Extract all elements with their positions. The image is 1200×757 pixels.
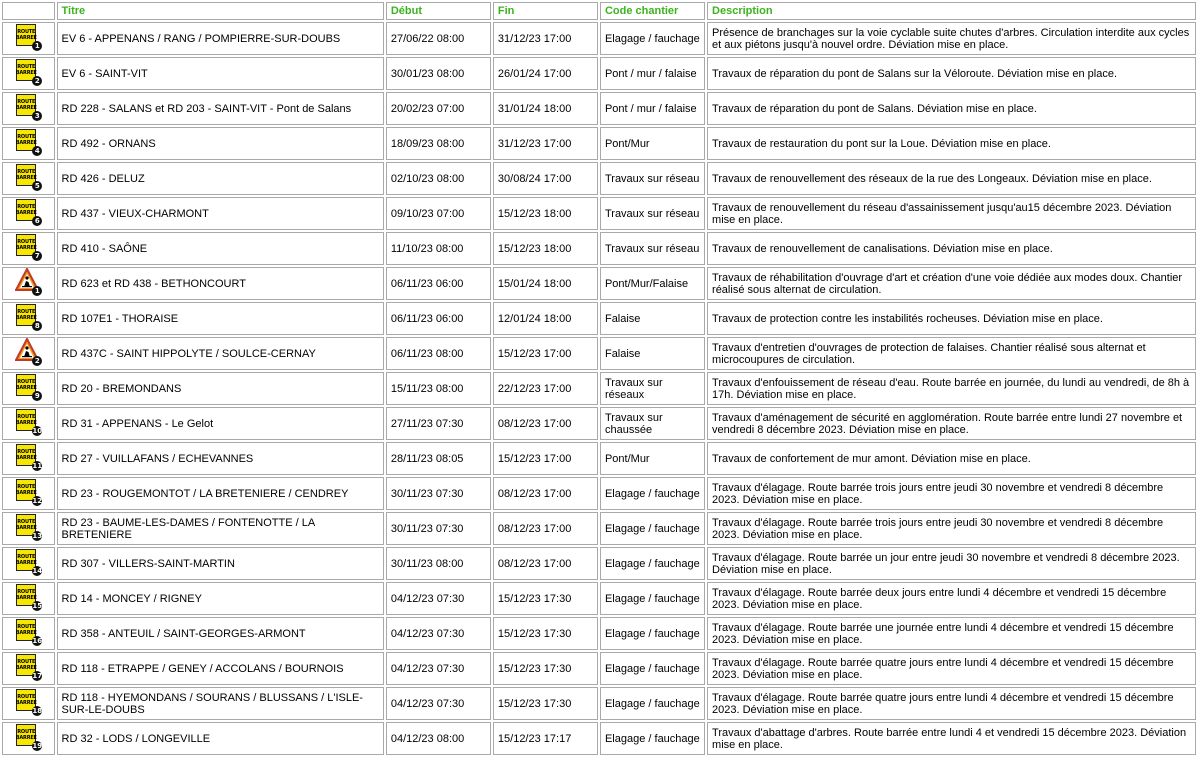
cell-code-chantier: Pont / mur / falaise bbox=[600, 57, 705, 90]
cell-titre: RD 307 - VILLERS-SAINT-MARTIN bbox=[57, 547, 384, 580]
icon-number-badge: 2 bbox=[32, 356, 42, 366]
cell-fin: 15/01/24 18:00 bbox=[493, 267, 598, 300]
cell-debut: 06/11/23 08:00 bbox=[386, 337, 491, 370]
route-barree-text-line2: BARREE bbox=[15, 245, 37, 251]
cell-description: Travaux de confortement de mur amont. Déviation mise en place. bbox=[707, 442, 1196, 475]
route-barree-icon[interactable] bbox=[14, 163, 42, 191]
route-barree-text-line1: ROUTE bbox=[17, 484, 36, 490]
route-barree-text-line2: BARREE bbox=[15, 700, 37, 706]
cell-code-chantier: Pont/Mur bbox=[600, 127, 705, 160]
route-barree-icon[interactable] bbox=[14, 653, 42, 681]
cell-fin: 26/01/24 17:00 bbox=[493, 57, 598, 90]
row-icon-cell[interactable] bbox=[2, 442, 55, 475]
cell-titre: EV 6 - SAINT-VIT bbox=[57, 57, 384, 90]
cell-debut: 28/11/23 08:05 bbox=[386, 442, 491, 475]
row-icon-cell[interactable] bbox=[2, 162, 55, 195]
cell-debut: 15/11/23 08:00 bbox=[386, 372, 491, 405]
cell-description: Travaux de réparation du pont de Salans sur la Véloroute. Déviation mise en place. bbox=[707, 57, 1196, 90]
cell-debut: 09/10/23 07:00 bbox=[386, 197, 491, 230]
cell-debut: 06/11/23 06:00 bbox=[386, 267, 491, 300]
icon-number-badge: 2 bbox=[32, 76, 42, 86]
route-barree-text-line1: ROUTE bbox=[17, 554, 36, 560]
table-row bbox=[2, 267, 1196, 300]
cell-code-chantier: Travaux sur réseaux bbox=[600, 372, 705, 405]
route-barree-text-line1: ROUTE bbox=[17, 309, 36, 315]
cell-debut: 30/01/23 08:00 bbox=[386, 57, 491, 90]
cell-description: Travaux d'élagage. Route barrée un jour entre jeudi 30 novembre et vendredi 8 décembre 2023. Déviation mise en place. bbox=[707, 547, 1196, 580]
route-barree-text-line2: BARREE bbox=[15, 35, 37, 41]
cell-code-chantier: Elagage / fauchage bbox=[600, 652, 705, 685]
cell-fin: 31/01/24 18:00 bbox=[493, 92, 598, 125]
row-icon-cell[interactable] bbox=[2, 512, 55, 545]
cell-titre: RD 23 - ROUGEMONTOT / LA BRETENIERE / CENDREY bbox=[57, 477, 384, 510]
route-barree-text-line2: BARREE bbox=[15, 490, 37, 496]
cell-titre: RD 118 - ETRAPPE / GENEY / ACCOLANS / BOURNOIS bbox=[57, 652, 384, 685]
cell-code-chantier: Pont / mur / falaise bbox=[600, 92, 705, 125]
cell-description: Travaux d'élagage. Route barrée trois jours entre jeudi 30 novembre et vendredi 8 décembre 2023. Déviation mise en place. bbox=[707, 512, 1196, 545]
table-row bbox=[2, 372, 1196, 405]
icon-number-badge: 4 bbox=[32, 146, 42, 156]
cell-code-chantier: Elagage / fauchage bbox=[600, 22, 705, 55]
cell-debut: 27/06/22 08:00 bbox=[386, 22, 491, 55]
cell-code-chantier: Travaux sur réseau bbox=[600, 162, 705, 195]
route-barree-text-line1: ROUTE bbox=[17, 204, 36, 210]
icon-number-badge: 12 bbox=[32, 497, 43, 505]
route-barree-icon[interactable] bbox=[14, 548, 42, 576]
route-barree-text-line2: BARREE bbox=[15, 455, 37, 461]
icon-number-badge: 15 bbox=[32, 602, 43, 610]
row-icon-cell[interactable] bbox=[2, 407, 55, 440]
cell-description: Travaux de protection contre les instabilités rocheuses. Déviation mise en place. bbox=[707, 302, 1196, 335]
cell-code-chantier: Elagage / fauchage bbox=[600, 477, 705, 510]
cell-debut: 04/12/23 08:00 bbox=[386, 722, 491, 755]
table-row bbox=[2, 617, 1196, 650]
table-header-row bbox=[2, 2, 1196, 20]
route-barree-text-line1: ROUTE bbox=[17, 589, 36, 595]
cell-fin: 15/12/23 17:30 bbox=[493, 617, 598, 650]
cell-fin: 15/12/23 18:00 bbox=[493, 232, 598, 265]
cell-description: Travaux de réparation du pont de Salans. Déviation mise en place. bbox=[707, 92, 1196, 125]
table-row bbox=[2, 92, 1196, 125]
cell-code-chantier: Elagage / fauchage bbox=[600, 617, 705, 650]
row-icon-cell[interactable] bbox=[2, 267, 55, 300]
row-icon-cell[interactable] bbox=[2, 617, 55, 650]
cell-fin: 15/12/23 18:00 bbox=[493, 197, 598, 230]
cell-description: Travaux de renouvellement de canalisations. Déviation mise en place. bbox=[707, 232, 1196, 265]
cell-titre: RD 31 - APPENANS - Le Gelot bbox=[57, 407, 384, 440]
table-row bbox=[2, 512, 1196, 545]
icon-number-badge: 5 bbox=[32, 181, 42, 191]
cell-debut: 04/12/23 07:30 bbox=[386, 687, 491, 720]
route-barree-icon[interactable] bbox=[14, 233, 42, 261]
row-icon-cell[interactable] bbox=[2, 652, 55, 685]
cell-fin: 15/12/23 17:30 bbox=[493, 652, 598, 685]
cell-fin: 15/12/23 17:17 bbox=[493, 722, 598, 755]
cell-fin: 15/12/23 17:00 bbox=[493, 442, 598, 475]
route-barree-text-line1: ROUTE bbox=[17, 519, 36, 525]
route-barree-text-line1: ROUTE bbox=[17, 694, 36, 700]
cell-description: Travaux d'élagage. Route barrée quatre jours entre lundi 4 décembre et vendredi 15 décembre 2023. Déviation mise en place. bbox=[707, 652, 1196, 685]
cell-code-chantier: Elagage / fauchage bbox=[600, 722, 705, 755]
table-row bbox=[2, 232, 1196, 265]
cell-description: Travaux d'élagage. Route barrée quatre jours entre lundi 4 décembre et vendredi 15 décembre 2023. Déviation mise en place. bbox=[707, 687, 1196, 720]
icon-number-badge: 1 bbox=[32, 41, 42, 51]
cell-titre: RD 358 - ANTEUIL / SAINT-GEORGES-ARMONT bbox=[57, 617, 384, 650]
cell-titre: RD 623 et RD 438 - BETHONCOURT bbox=[57, 267, 384, 300]
cell-code-chantier: Elagage / fauchage bbox=[600, 512, 705, 545]
route-barree-text-line2: BARREE bbox=[15, 665, 37, 671]
route-barree-icon[interactable] bbox=[14, 688, 42, 716]
cell-description: Travaux d'élagage. Route barrée trois jours entre jeudi 30 novembre et vendredi 8 décembre 2023. Déviation mise en place. bbox=[707, 477, 1196, 510]
cell-description: Travaux de renouvellement des réseaux de la rue des Longeaux. Déviation mise en place. bbox=[707, 162, 1196, 195]
icon-number-badge: 16 bbox=[32, 637, 43, 645]
cell-titre: RD 437C - SAINT HIPPOLYTE / SOULCE-CERNAY bbox=[57, 337, 384, 370]
cell-debut: 18/09/23 08:00 bbox=[386, 127, 491, 160]
icon-number-badge: 1 bbox=[32, 286, 42, 296]
cell-titre: RD 492 - ORNANS bbox=[57, 127, 384, 160]
route-barree-text-line1: ROUTE bbox=[17, 99, 36, 105]
row-icon-cell[interactable] bbox=[2, 232, 55, 265]
cell-debut: 30/11/23 07:30 bbox=[386, 512, 491, 545]
cell-fin: 08/12/23 17:00 bbox=[493, 512, 598, 545]
cell-fin: 31/12/23 17:00 bbox=[493, 127, 598, 160]
icon-number-badge: 10 bbox=[32, 427, 43, 435]
cell-titre: RD 107E1 - THORAISE bbox=[57, 302, 384, 335]
cell-code-chantier: Elagage / fauchage bbox=[600, 687, 705, 720]
table-row bbox=[2, 302, 1196, 335]
route-barree-icon[interactable] bbox=[14, 128, 42, 156]
route-barree-text-line1: ROUTE bbox=[17, 729, 36, 735]
route-barree-icon[interactable] bbox=[14, 723, 42, 751]
header-description: Description bbox=[707, 2, 1196, 20]
route-barree-icon[interactable] bbox=[14, 618, 42, 646]
row-icon-cell[interactable] bbox=[2, 92, 55, 125]
route-barree-icon[interactable] bbox=[14, 373, 42, 401]
row-icon-cell[interactable] bbox=[2, 127, 55, 160]
cell-description: Travaux de renouvellement du réseau d'assainissement jusqu'au15 décembre 2023. Déviation mise en place. bbox=[707, 197, 1196, 230]
cell-code-chantier: Falaise bbox=[600, 337, 705, 370]
cell-debut: 04/12/23 07:30 bbox=[386, 582, 491, 615]
icon-number-badge: 18 bbox=[32, 707, 43, 715]
header-fin: Fin bbox=[493, 2, 598, 20]
icon-number-badge: 17 bbox=[32, 672, 43, 680]
cell-titre: RD 426 - DELUZ bbox=[57, 162, 384, 195]
cell-fin: 08/12/23 17:00 bbox=[493, 477, 598, 510]
cell-description: Travaux de restauration du pont sur la Loue. Déviation mise en place. bbox=[707, 127, 1196, 160]
cell-code-chantier: Travaux sur réseau bbox=[600, 232, 705, 265]
cell-description: Présence de branchages sur la voie cyclable suite chutes d'arbres. Circulation interdite aux cycles et aux piétons jusqu'à nouvel ordre. Déviation mise en place. bbox=[707, 22, 1196, 55]
route-barree-text-line1: ROUTE bbox=[17, 659, 36, 665]
row-icon-cell[interactable] bbox=[2, 687, 55, 720]
header-code-chantier: Code chantier bbox=[600, 2, 705, 20]
cell-code-chantier: Pont/Mur bbox=[600, 442, 705, 475]
icon-number-badge: 8 bbox=[32, 321, 42, 331]
icon-number-badge: 11 bbox=[32, 462, 43, 470]
cell-titre: RD 228 - SALANS et RD 203 - SAINT-VIT - Pont de Salans bbox=[57, 92, 384, 125]
cell-debut: 11/10/23 08:00 bbox=[386, 232, 491, 265]
route-barree-text-line1: ROUTE bbox=[17, 239, 36, 245]
cell-fin: 15/12/23 17:00 bbox=[493, 337, 598, 370]
icon-number-badge: 13 bbox=[32, 532, 43, 540]
route-barree-text-line2: BARREE bbox=[15, 105, 37, 111]
cell-debut: 27/11/23 07:30 bbox=[386, 407, 491, 440]
icon-number-badge: 9 bbox=[32, 391, 42, 401]
row-icon-cell[interactable] bbox=[2, 337, 55, 370]
table-row bbox=[2, 337, 1196, 370]
icon-number-badge: 14 bbox=[32, 567, 43, 575]
route-barree-text-line1: ROUTE bbox=[17, 624, 36, 630]
table-row bbox=[2, 547, 1196, 580]
cell-debut: 30/11/23 08:00 bbox=[386, 547, 491, 580]
route-barree-text-line2: BARREE bbox=[15, 595, 37, 601]
route-barree-text-line2: BARREE bbox=[15, 210, 37, 216]
cell-debut: 20/02/23 07:00 bbox=[386, 92, 491, 125]
table-row bbox=[2, 57, 1196, 90]
icon-number-badge: 6 bbox=[32, 216, 42, 226]
cell-debut: 30/11/23 07:30 bbox=[386, 477, 491, 510]
route-barree-text-line2: BARREE bbox=[15, 140, 37, 146]
route-barree-icon[interactable] bbox=[14, 93, 42, 121]
cell-code-chantier: Pont/Mur/Falaise bbox=[600, 267, 705, 300]
cell-titre: RD 437 - VIEUX-CHARMONT bbox=[57, 197, 384, 230]
route-barree-icon[interactable] bbox=[14, 58, 42, 86]
cell-debut: 04/12/23 07:30 bbox=[386, 617, 491, 650]
route-barree-text-line1: ROUTE bbox=[17, 134, 36, 140]
route-barree-text-line1: ROUTE bbox=[17, 414, 36, 420]
route-barree-text-line2: BARREE bbox=[15, 70, 37, 76]
cell-code-chantier: Travaux sur chaussée bbox=[600, 407, 705, 440]
cell-fin: 31/12/23 17:00 bbox=[493, 22, 598, 55]
cell-fin: 15/12/23 17:30 bbox=[493, 687, 598, 720]
row-icon-cell[interactable] bbox=[2, 302, 55, 335]
header-icon bbox=[2, 2, 55, 20]
route-barree-icon[interactable] bbox=[14, 513, 42, 541]
route-barree-icon[interactable] bbox=[14, 478, 42, 506]
cell-description: Travaux d'entretien d'ouvrages de protection de falaises. Chantier réalisé sous alternat et microcoupures de circulation. bbox=[707, 337, 1196, 370]
icon-number-badge: 7 bbox=[32, 251, 42, 261]
cell-description: Travaux d'élagage. Route barrée deux jours entre lundi 4 décembre et vendredi 15 décembre 2023. Déviation mise en place. bbox=[707, 582, 1196, 615]
icon-number-badge: 19 bbox=[32, 742, 43, 750]
cell-description: Travaux d'aménagement de sécurité en agglomération. Route barrée entre lundi 27 novembre et vendredi 8 décembre 2023. Déviation mise en place. bbox=[707, 407, 1196, 440]
row-icon-cell[interactable] bbox=[2, 197, 55, 230]
cell-fin: 12/01/24 18:00 bbox=[493, 302, 598, 335]
cell-titre: RD 27 - VUILLAFANS / ECHEVANNES bbox=[57, 442, 384, 475]
route-barree-text-line1: ROUTE bbox=[17, 449, 36, 455]
table-row bbox=[2, 477, 1196, 510]
icon-number-badge: 3 bbox=[32, 111, 42, 121]
roadworks-warning-icon[interactable] bbox=[14, 338, 42, 366]
route-barree-text-line2: BARREE bbox=[15, 385, 37, 391]
cell-debut: 04/12/23 07:30 bbox=[386, 652, 491, 685]
cell-description: Travaux de réhabilitation d'ouvrage d'art et création d'une voie dédiée aux modes doux. Chantier réalisé sous alternat de circulation. bbox=[707, 267, 1196, 300]
route-barree-icon[interactable] bbox=[14, 443, 42, 471]
cell-fin: 15/12/23 17:30 bbox=[493, 582, 598, 615]
cell-titre: RD 32 - LODS / LONGEVILLE bbox=[57, 722, 384, 755]
route-barree-icon[interactable] bbox=[14, 303, 42, 331]
cell-description: Travaux d'élagage. Route barrée une journée entre lundi 4 décembre et vendredi 15 décembre 2023. Déviation mise en place. bbox=[707, 617, 1196, 650]
row-icon-cell[interactable] bbox=[2, 477, 55, 510]
cell-description: Travaux d'abattage d'arbres. Route barrée entre lundi 4 et vendredi 15 décembre 2023. Déviation mise en place. bbox=[707, 722, 1196, 755]
table-row bbox=[2, 722, 1196, 755]
cell-titre: RD 410 - SAÔNE bbox=[57, 232, 384, 265]
cell-fin: 08/12/23 17:00 bbox=[493, 407, 598, 440]
route-barree-icon[interactable] bbox=[14, 198, 42, 226]
cell-titre: RD 23 - BAUME-LES-DAMES / FONTENOTTE / LA BRETENIERE bbox=[57, 512, 384, 545]
table-row bbox=[2, 687, 1196, 720]
route-barree-text-line1: ROUTE bbox=[17, 379, 36, 385]
route-barree-text-line2: BARREE bbox=[15, 630, 37, 636]
route-barree-text-line2: BARREE bbox=[15, 420, 37, 426]
cell-code-chantier: Falaise bbox=[600, 302, 705, 335]
table-row bbox=[2, 127, 1196, 160]
table-row bbox=[2, 582, 1196, 615]
cell-code-chantier: Elagage / fauchage bbox=[600, 547, 705, 580]
cell-fin: 08/12/23 17:00 bbox=[493, 547, 598, 580]
cell-titre: EV 6 - APPENANS / RANG / POMPIERRE-SUR-DOUBS bbox=[57, 22, 384, 55]
cell-titre: RD 14 - MONCEY / RIGNEY bbox=[57, 582, 384, 615]
roadworks-warning-icon[interactable] bbox=[14, 268, 42, 296]
route-barree-icon[interactable] bbox=[14, 23, 42, 51]
cell-titre: RD 20 - BREMONDANS bbox=[57, 372, 384, 405]
cell-debut: 06/11/23 06:00 bbox=[386, 302, 491, 335]
row-icon-cell[interactable] bbox=[2, 582, 55, 615]
table-row bbox=[2, 652, 1196, 685]
table-row bbox=[2, 22, 1196, 55]
cell-fin: 30/08/24 17:00 bbox=[493, 162, 598, 195]
route-barree-text-line1: ROUTE bbox=[17, 169, 36, 175]
route-barree-text-line2: BARREE bbox=[15, 560, 37, 566]
route-barree-text-line1: ROUTE bbox=[17, 64, 36, 70]
row-icon-cell[interactable] bbox=[2, 57, 55, 90]
cell-titre: RD 118 - HYEMONDANS / SOURANS / BLUSSANS / L'ISLE-SUR-LE-DOUBS bbox=[57, 687, 384, 720]
cell-description: Travaux d'enfouissement de réseau d'eau. Route barrée en journée, du lundi au vendredi, de 8h à 17h. Déviation mise en place. bbox=[707, 372, 1196, 405]
cell-fin: 22/12/23 17:00 bbox=[493, 372, 598, 405]
row-icon-cell[interactable] bbox=[2, 22, 55, 55]
route-barree-text-line2: BARREE bbox=[15, 315, 37, 321]
header-titre: Titre bbox=[57, 2, 384, 20]
row-icon-cell[interactable] bbox=[2, 372, 55, 405]
cell-debut: 02/10/23 08:00 bbox=[386, 162, 491, 195]
route-barree-text-line2: BARREE bbox=[15, 525, 37, 531]
header-debut: Début bbox=[386, 2, 491, 20]
row-icon-cell[interactable] bbox=[2, 547, 55, 580]
cell-code-chantier: Elagage / fauchage bbox=[600, 582, 705, 615]
route-barree-text-line1: ROUTE bbox=[17, 29, 36, 35]
route-barree-icon[interactable] bbox=[14, 408, 42, 436]
table-row bbox=[2, 442, 1196, 475]
table-row bbox=[2, 197, 1196, 230]
table-row bbox=[2, 162, 1196, 195]
route-barree-text-line2: BARREE bbox=[15, 735, 37, 741]
route-barree-text-line2: BARREE bbox=[15, 175, 37, 181]
row-icon-cell[interactable] bbox=[2, 722, 55, 755]
table-row bbox=[2, 407, 1196, 440]
cell-code-chantier: Travaux sur réseau bbox=[600, 197, 705, 230]
route-barree-icon[interactable] bbox=[14, 583, 42, 611]
